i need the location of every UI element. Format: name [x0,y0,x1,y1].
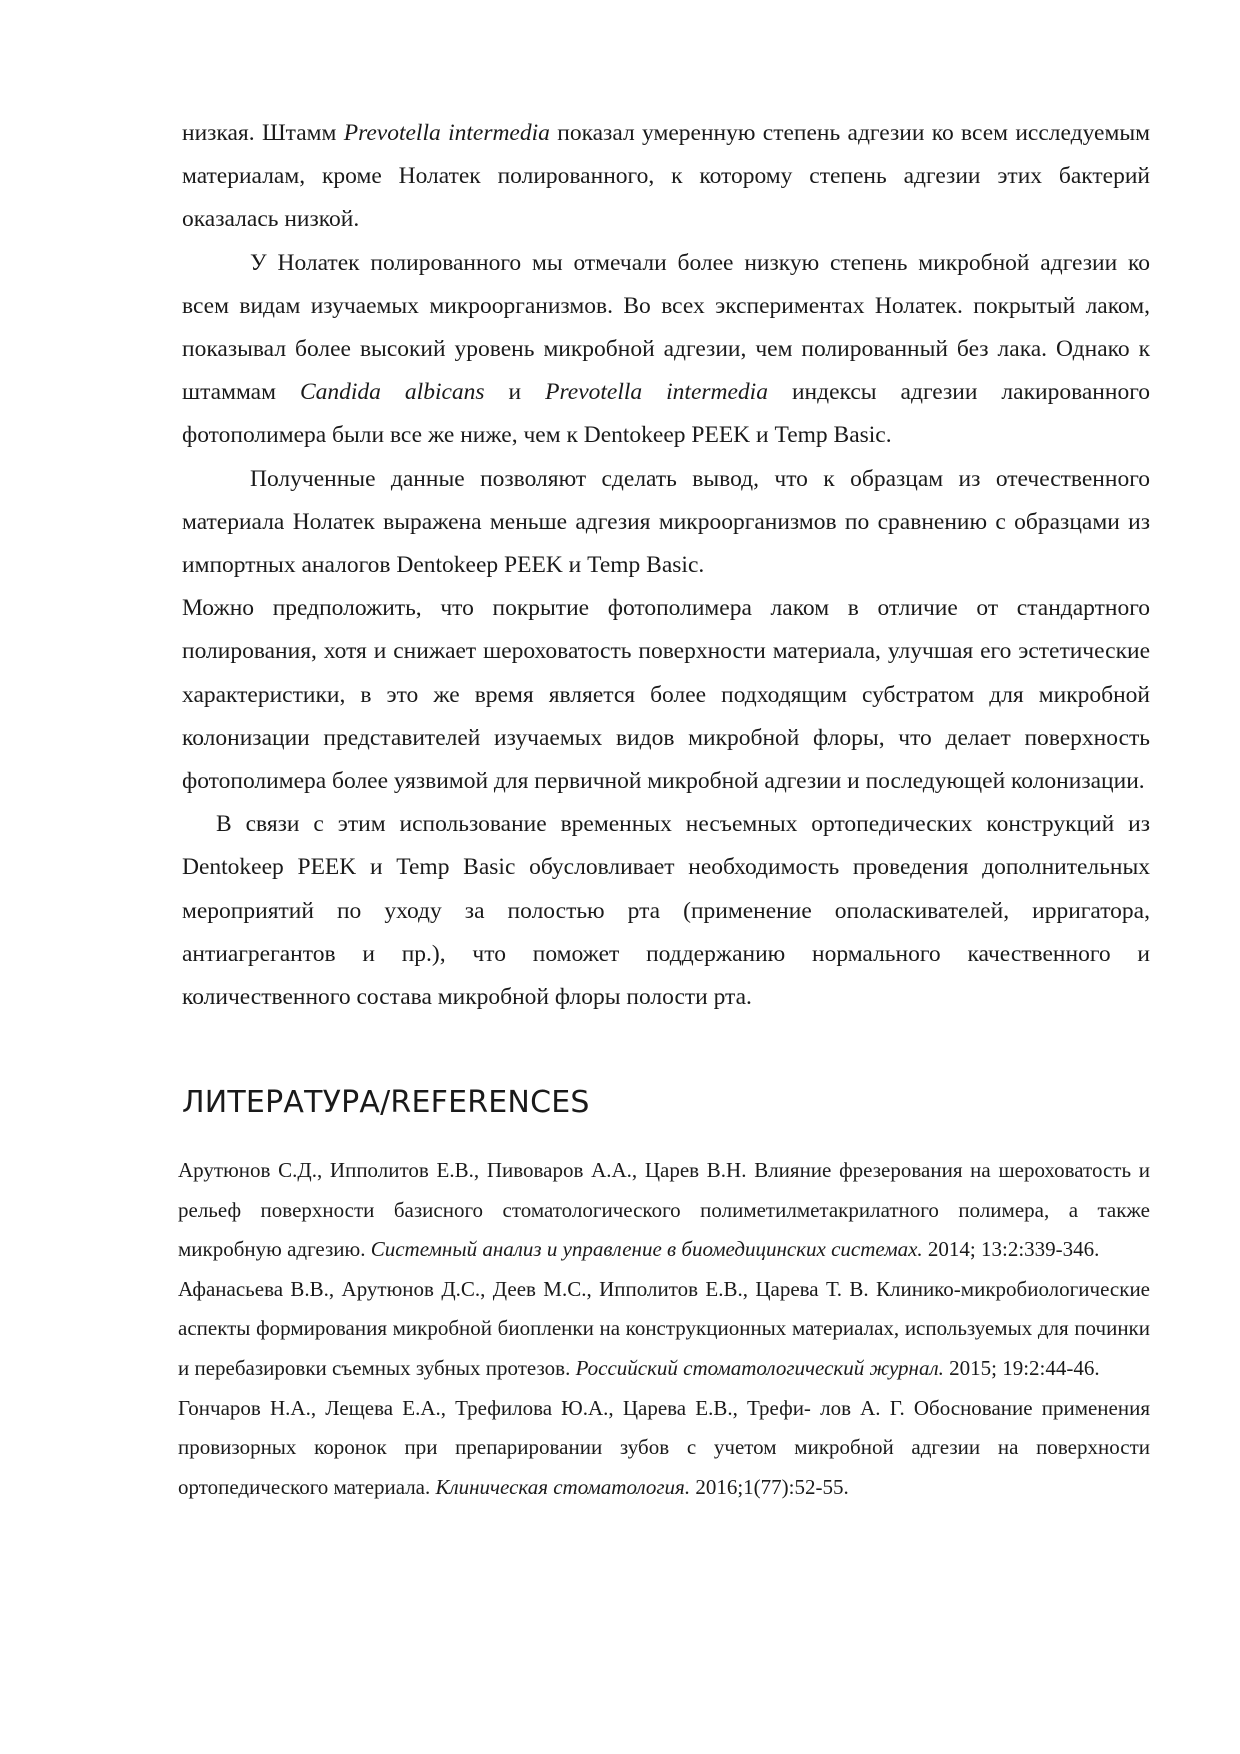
paragraph-5: В связи с этим использование временных несъемных ортопедических конструкций из Dentokeep PEEK и Temp Basic обусловливает необходимость проведения дополнительных мероприятий по уходу за полостью рта (применение ополаскивателей, ирригатора, антиагрегантов и пр.), что поможет поддержанию нормального качественного и количественного состава микробной флоры полости рта. [182,811,1150,1011]
reference-details: 2014; 13:2:339-346. [922,1237,1100,1262]
paragraph-1 [182,112,1150,242]
reference-item [178,1270,1150,1389]
species-name: Candida albicans [299,379,485,406]
reference-text: Гончаров Н.А., Лещева Е.А., Трефилова Ю.А., Царева Е.В., Трефи- лов А. Г. Обоснование применения провизорных коронок при препарировании зубов с учетом микробной адгезии на поверхности ортопедического материала. [178,1395,1150,1499]
reference-text: Афанасьева В.В., Арутюнов Д.С., Деев М.С., Ипполитов Е.В., Царева Т. В. Клинико-микробиологические аспекты формирования микробной биопленки на конструкционных материалах, используемых для починки и перебазировки съемных зубных протезов. [178,1276,1150,1380]
references-list [178,1151,1150,1507]
species-name: Prevotella intermedia [343,120,550,146]
references-heading: ЛИТЕРАТУРА/REFERENCES [182,1085,590,1120]
reference-journal: Системный анализ и управление в биомедицинских системах. [370,1237,923,1262]
reference-journal: Клиническая стоматология. [435,1474,691,1499]
reference-item [178,1151,1150,1270]
reference-details: 2015; 19:2:44-46. [943,1355,1100,1380]
paragraph-text: и [484,379,546,406]
reference-details: 2016;1(77):52-55. [690,1474,849,1499]
paragraph-text: У Нолатек полированного мы отмечали более низкую степень микробной адгезии ко всем видам изучаемых микроорганизмов. Во всех экспериментах Нолатек. покрытый лаком, показывал более высокий уровень микробной адгезии, чем полированный без лака. Однако к штаммам [182,249,1150,406]
paragraph-3: Полученные данные позволяют сделать вывод, что к образцам из отечественного материала Нолатек выражена меньше адгезия микроорганизмов по сравнению с образцами из импортных аналогов Dentokeep PEEK и Temp Basic. [182,465,1150,579]
reference-journal: Российский стоматологический журнал. [575,1355,944,1380]
paragraph-4: Можно предположить, что покрытие фотополимера лаком в отличие от стандартного полирования, хотя и снижает шероховатость поверхности материала, улучшая его эстетические характеристики, в это же время является более подходящим субстратом для микробной колонизации представителей изучаемых видов микробной флоры, что делает поверхность фотополимера более уязвимой для первичной микробной адгезии и последующей колонизации. [182,595,1150,795]
reference-text: Арутюнов С.Д., Ипполитов Е.В., Пивоваров А.А., Царев В.Н. Влияние фрезерования на шероховатость и рельеф поверхности базисного стоматологического полиметилметакрилатного полимера, а также микробную адгезию. [178,1158,1150,1262]
reference-item [178,1389,1150,1508]
paragraph-2 [182,242,1150,458]
article-body [182,112,1150,1019]
paragraph-text: индексы адгезии лакированного фотополимера были все же ниже, чем к Dentokeep PEEK и Temp Basic. [182,379,1150,449]
paragraph-text: показал умеренную степень адгезии ко всем исследуемым материалам, кроме Нолатек полированного, к которому степень адгезии этих бактерий оказалась низкой. [182,120,1150,233]
paragraph-text: низкая. Штамм [182,120,344,146]
species-name: Prevotella intermedia [545,379,768,406]
